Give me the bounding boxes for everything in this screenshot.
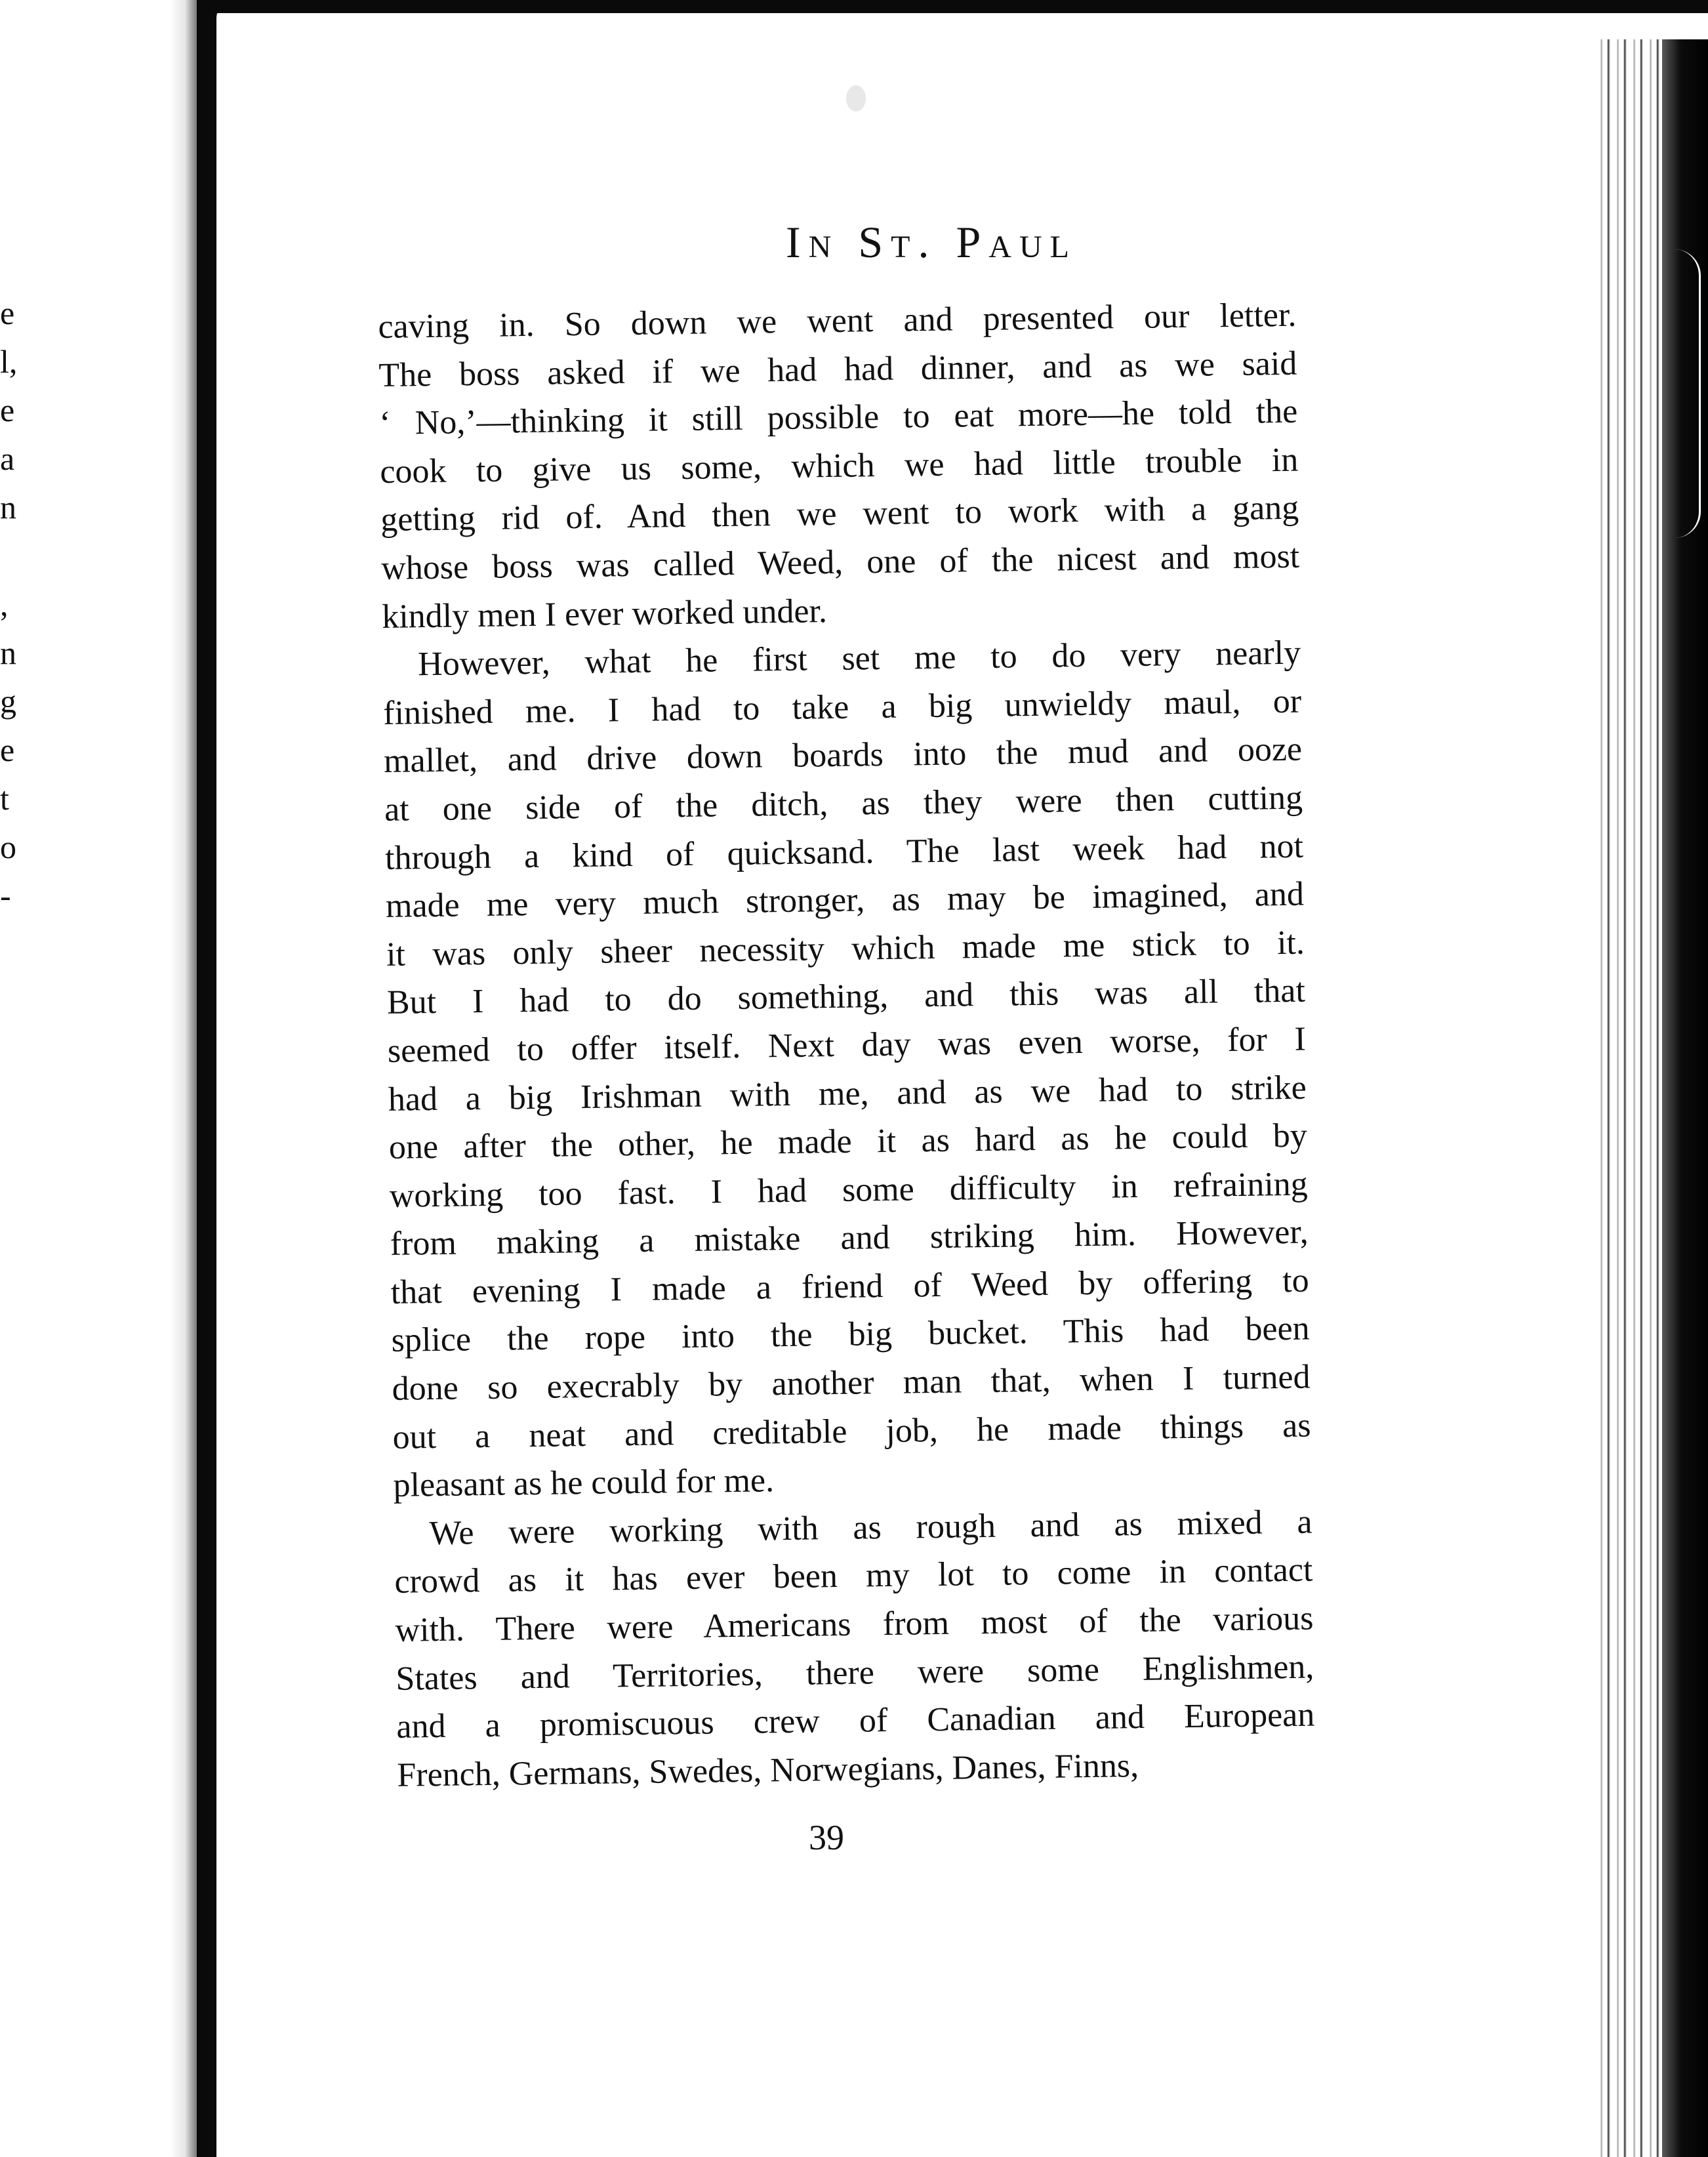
text-line: But I had to do something, and this was all that bbox=[386, 972, 1306, 1022]
body-text bbox=[378, 291, 1316, 1800]
previous-page-fragments bbox=[0, 289, 26, 920]
text-line: one after the other, he made it as hard as he could by bbox=[388, 1117, 1308, 1166]
text-line: We were working with as rough and as mixed a bbox=[429, 1503, 1312, 1552]
text-line: splice the rope into the big bucket. This had been bbox=[391, 1310, 1310, 1360]
text-line: mallet, and drive down boards into the mud and ooze bbox=[383, 730, 1303, 781]
fragment: e bbox=[0, 392, 15, 428]
fragment: l, bbox=[0, 343, 18, 380]
fragment bbox=[0, 531, 26, 580]
fragment: e bbox=[0, 731, 15, 768]
text-line: at one side of the ditch, as they were then cutting bbox=[384, 779, 1303, 829]
loose-thread bbox=[1659, 249, 1701, 538]
fragment: a bbox=[0, 440, 15, 477]
fragment: n bbox=[0, 489, 16, 525]
text-line: finished me. I had to take a big unwieldy maul, or bbox=[382, 682, 1302, 732]
text-line: from making a mistake and striking him. However, bbox=[390, 1213, 1309, 1263]
gutter-shadow bbox=[171, 0, 197, 2157]
text-line: done so execrably by another man that, when I turned bbox=[392, 1358, 1311, 1408]
previous-page-edge bbox=[0, 0, 197, 2157]
text-line: working too fast. I had some difficulty in refraining bbox=[389, 1165, 1309, 1215]
fragment: , bbox=[0, 586, 9, 623]
text-line: French, Germans, Swedes, Norwegians, Danes, Finns, bbox=[397, 1746, 1139, 1794]
fragment: o bbox=[0, 829, 16, 865]
paragraph bbox=[394, 1498, 1316, 1799]
text-line: seemed to offer itself. Next day was even worse, for I bbox=[387, 1020, 1307, 1070]
fragment: e bbox=[0, 295, 15, 331]
running-head: In St. Paul bbox=[786, 217, 1077, 267]
fragment: - bbox=[0, 877, 11, 914]
fragment: g bbox=[0, 683, 16, 720]
paragraph bbox=[378, 291, 1301, 641]
text-line: and a promiscuous crew of Canadian and European bbox=[396, 1696, 1315, 1746]
text-line: made me very much stronger, as may be imagined, and bbox=[385, 875, 1305, 926]
text-line: cook to give us some, which we had little trouble in bbox=[379, 441, 1299, 491]
paper-speck bbox=[846, 85, 866, 112]
text-line: with. There were Americans from most of the various bbox=[395, 1599, 1314, 1649]
text-line: out a neat and creditable job, he made things as bbox=[392, 1407, 1311, 1456]
fragment: n bbox=[0, 634, 16, 671]
text-line: kindly men I ever worked under. bbox=[381, 592, 828, 636]
text-line: However, what he first set me to do very nearly bbox=[417, 634, 1301, 684]
paragraph bbox=[382, 629, 1312, 1510]
text-line: whose boss was called Weed, one of the nicest and most bbox=[380, 537, 1300, 587]
text-line: it was only sheer necessity which made me stick to it. bbox=[386, 924, 1305, 974]
text-line: crowd as it has ever been my lot to come in contact bbox=[394, 1551, 1313, 1601]
text-line: pleasant as he could for me. bbox=[393, 1462, 775, 1505]
text-line: States and Territories, there were some Englishmen, bbox=[396, 1648, 1314, 1698]
text-line: had a big Irishman with me, and as we had to strike bbox=[388, 1069, 1307, 1119]
text-line: getting rid of. And then we went to work with a gang bbox=[380, 489, 1299, 539]
text-line: ‘ No,’—thinking it still possible to eat more—he told the bbox=[379, 392, 1298, 443]
text-line: caving in. So down we went and presented our letter. bbox=[378, 296, 1297, 346]
fragment: t bbox=[0, 780, 9, 817]
text-line: The boss asked if we had had dinner, and as we said bbox=[378, 344, 1297, 394]
top-edge-shadow bbox=[216, 0, 1708, 13]
page-number: 39 bbox=[809, 1818, 844, 1857]
text-line: through a kind of quicksand. The last week had not bbox=[384, 827, 1304, 877]
text-line: that evening I made a friend of Weed by offering to bbox=[390, 1262, 1309, 1311]
